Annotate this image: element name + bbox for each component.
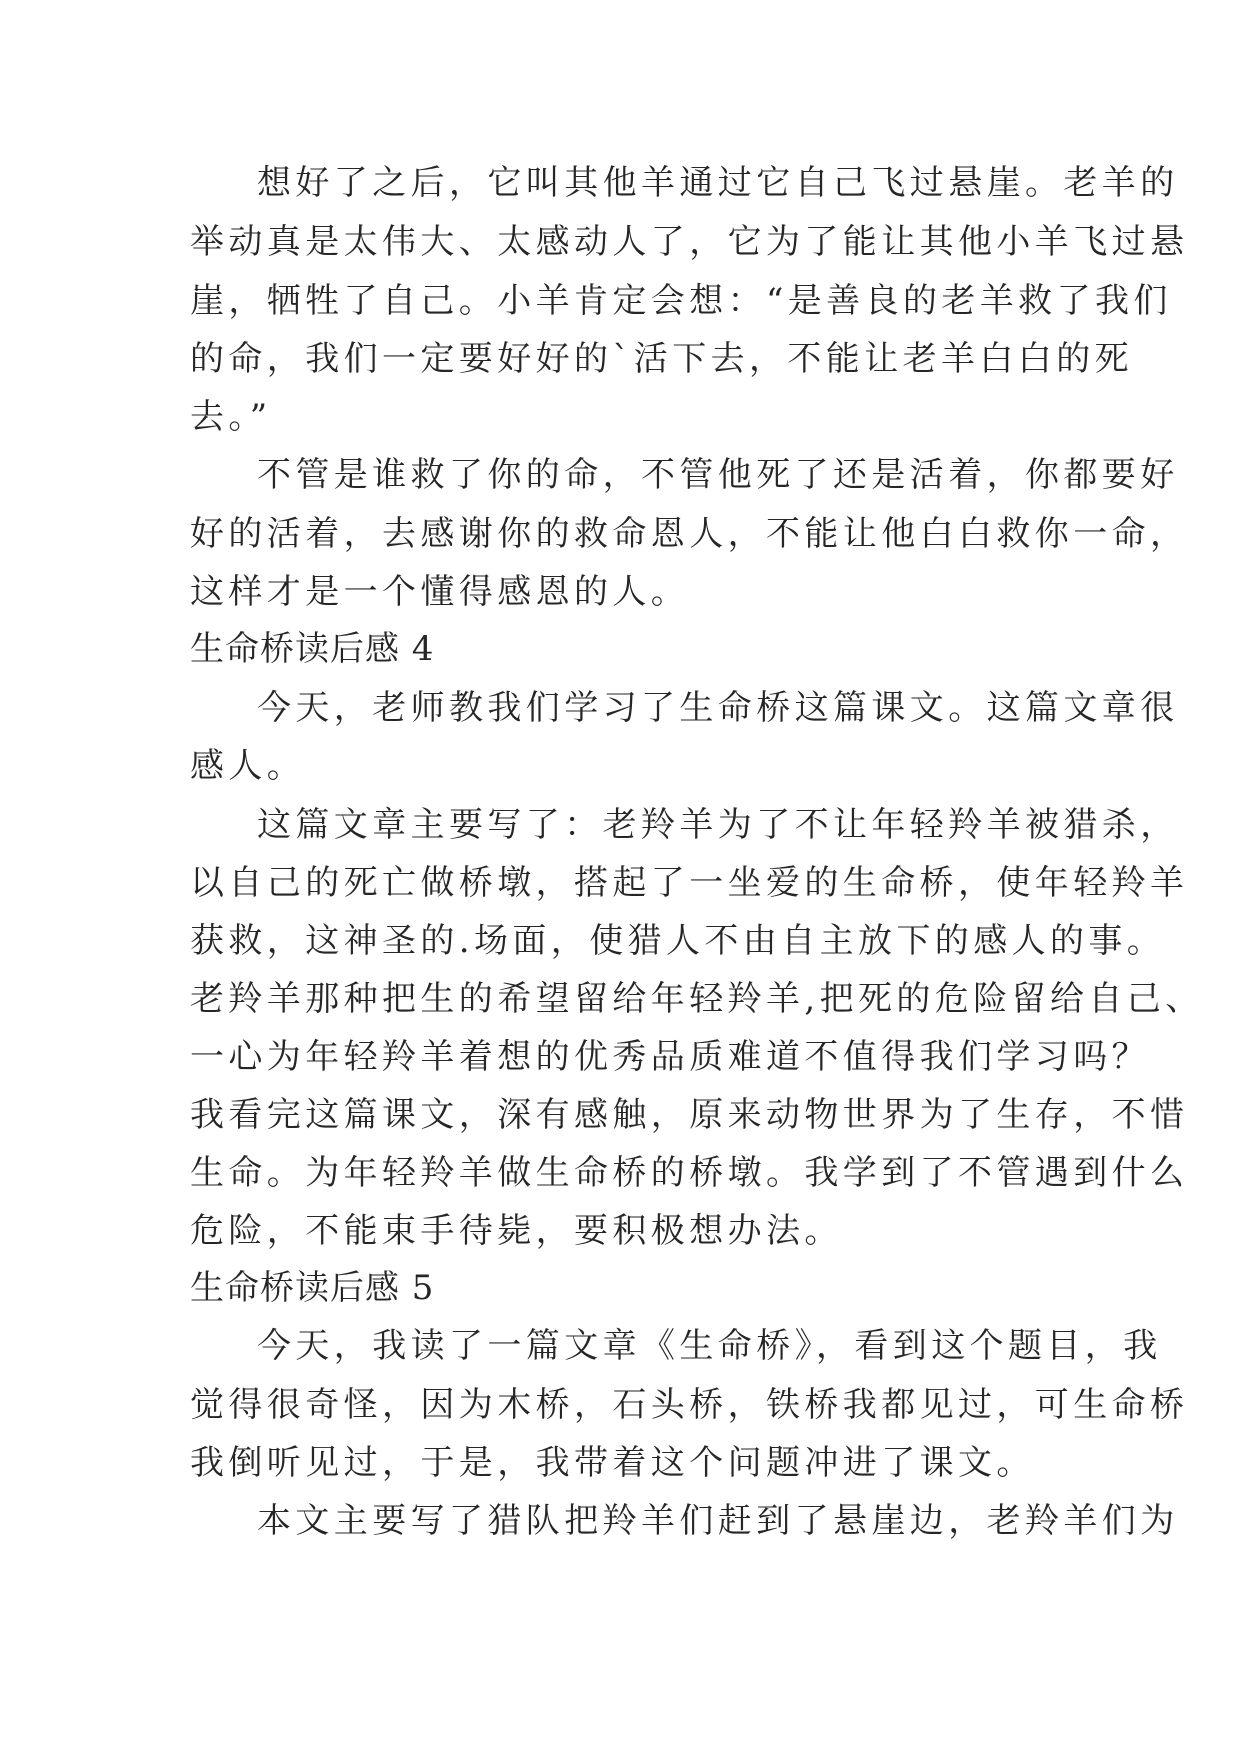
text-line: 的命，我们一定要好好的`活下去，不能让老羊白白的死 xyxy=(190,339,1133,379)
text-line: 举动真是太伟大、太感动人了，它为了能让其他小羊飞过悬 xyxy=(190,222,1189,262)
text-line: 想好了之后，它叫其他羊通过它自己飞过悬崖。老羊的 xyxy=(257,163,1179,203)
section-heading: 生命桥读后感 4 xyxy=(190,629,435,669)
section-heading: 生命桥读后感 5 xyxy=(190,1268,435,1308)
text-line: 这样才是一个懂得感恩的人。 xyxy=(190,572,690,612)
text-line: 本文主要写了猎队把羚羊们赶到了悬崖边，老羚羊们为 xyxy=(257,1501,1179,1541)
text-line: 今天，老师教我们学习了生命桥这篇课文。这篇文章很 xyxy=(257,688,1179,728)
text-line: 觉得很奇怪，因为木桥，石头桥，铁桥我都见过，可生命桥 xyxy=(190,1385,1189,1425)
text-line: 今天，我读了一篇文章《生命桥》，看到这个题目，我 xyxy=(257,1326,1162,1366)
text-line: 我倒听见过，于是，我带着这个问题冲进了课文。 xyxy=(190,1443,1035,1483)
text-line: 崖，牺牲了自己。小羊肯定会想：“是善良的老羊救了我们 xyxy=(190,281,1172,321)
text-line: 获救，这神圣的.场面，使猎人不由自主放下的感人的事。 xyxy=(190,921,1166,961)
text-line: 老羚羊那种把生的希望留给年轻羚羊,把死的危险留给自己、 xyxy=(190,979,1204,1019)
text-line: 感人。 xyxy=(190,746,306,786)
text-line: 一心为年轻羚羊着想的优秀品质难道不值得我们学习吗？ xyxy=(190,1037,1150,1077)
text-line: 这篇文章主要写了：老羚羊为了不让年轻羚羊被猎杀， xyxy=(257,805,1179,845)
text-line: 危险，不能束手待毙，要积极想办法。 xyxy=(190,1211,843,1251)
text-line: 我看完这篇课文，深有感触，原来动物世界为了生存，不惜 xyxy=(190,1095,1189,1135)
text-line: 去。” xyxy=(190,397,272,437)
text-line: 以自己的死亡做桥墩，搭起了一坐爱的生命桥，使年轻羚羊 xyxy=(190,863,1189,903)
text-line: 不管是谁救了你的命，不管他死了还是活着，你都要好 xyxy=(257,455,1179,495)
text-line: 生命。为年轻羚羊做生命桥的桥墩。我学到了不管遇到什么 xyxy=(190,1153,1189,1193)
text-line: 好的活着，去感谢你的救命恩人，不能让他白白救你一命， xyxy=(190,514,1189,554)
